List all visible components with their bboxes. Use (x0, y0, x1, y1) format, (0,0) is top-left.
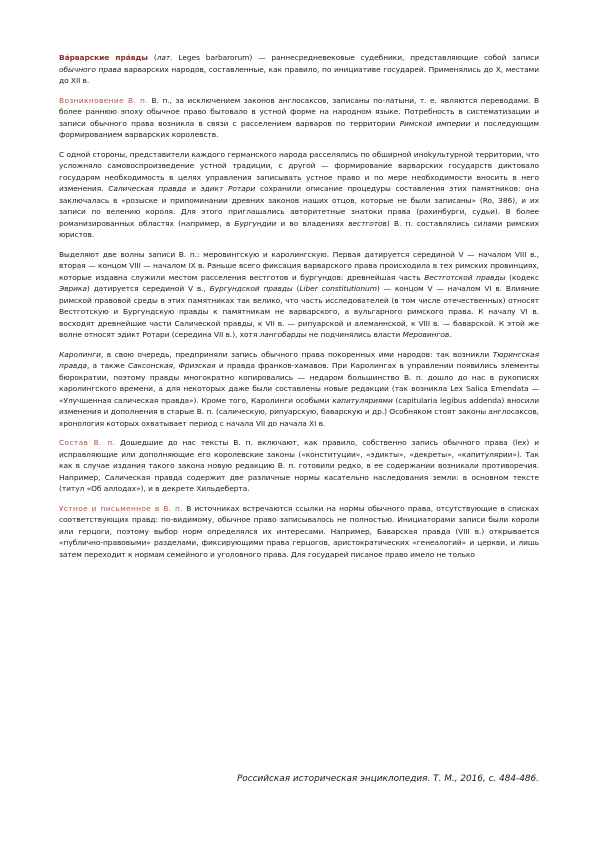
text-run: Leges barbarorum) — раннесредневековые судебники, представляющие собой записи (172, 53, 540, 62)
italic-term: эдикт Ротари (200, 184, 256, 193)
text-run: Дошедшие до нас тексты В. п. включают, как правило, собственно запись обычного права (lex) и исправляющие или дополняющие его королевские законы («конституции», «эдикты», «декреты», «капитулярии»). Так как в случае издания такого закона новую редакцию В. п. готовили редко, в ее содержании возникали противоречия. Например, Салическая правда содержит две различные нормы касательно наследования земли: в основном тексте (титул «Об аллодах»), и в декрете Хильдеберта. (59, 438, 540, 493)
text-run: Выделяют две волны записи В. п.: меровингскую и каролингскую. Первая датируется серединой V — началом VIII в., вторая — концом VIII — началом IX в. Раньше всего фиксация варварского права происходила в тех римских провинциях, которые издавна служили местом расселения вестготов и бургундов: древнейшая часть (59, 249, 539, 282)
text-run: , в свою очередь, предприняли запись обычного права покоренных ими народов: так возникли (100, 349, 493, 359)
italic-term: обычного права (59, 64, 122, 74)
text-run: ) В. п. составлялись силами римских юристов. (59, 218, 539, 239)
paragraph-origin (59, 95, 539, 141)
paragraph-intro (59, 52, 539, 87)
text-run: В источниках встречаются ссылки на нормы обычного права, отсутствующие в списках соответствующих правд: по-видимому, обычное право записывалось не полностью. Инициаторами записи были короли или герцоги, поэтому выбор норм определялся их интересами. Например, Баварская правда (VIII в.) открывается «публично-правовыми» разделами, фиксирующими права герцогов, аристократических «генеалогий» и церкви, и лишь затем переходит к нормам семейного и уголовного права. Для государей писаное право имело не только (59, 503, 539, 559)
italic-term: Бургундии (234, 218, 277, 228)
source-citation: Российская историческая энциклопедия. Т. М., 2016, с. 484-486. (236, 774, 539, 784)
text-run: , (172, 361, 179, 370)
italic-term: Меровингов (402, 330, 450, 339)
article-body (59, 52, 539, 560)
italic-term: Бургундской правды (209, 284, 293, 293)
italic-term: Тюрингская правда (59, 349, 539, 370)
italic-term: Вестготской правды (424, 272, 506, 282)
text-run: В. п., за исключением законов англосаксов, записаны по-латыни, т. е. являются переводами. В более раннюю эпоху обычное право бытовало в устной форме на народном языке. Потребность в систематизации и записи обычного права возникла в связи с расселением варваров по территории (59, 95, 540, 128)
text-run: сохранили описание процедуры составления этих памятников: она заключалась в «розыске и припоминании древних законов наших отцов, которые не были записаны» (Ro, 386), и их записи по велению короля. Для этого приглашались авторитетные знатоки права (рахинбурги, судьи). В более романизированных областях (например, в (59, 184, 539, 228)
text-run: ( (292, 284, 300, 293)
text-run: С одной стороны, представители каждого германского народа расселялись по обширной иноkультурной территории, что усложняло самовоспроизведение устной традиции, с другой — формирование варварских государств диктовало государям необходимость в целях управления записывать устное право и по мере необходимости вносить в него изменения. (59, 149, 539, 193)
text-run: не подчинялись власти (306, 330, 403, 339)
italic-term: Каролинги (59, 349, 101, 359)
text-run: и правда франков-хамавов. При Каролингах в управлении появились элементы бюрократии, поэтому правды многократно копировались — недаром большинство В. п. дошло до нас в рукописях каролингского времени, а для некоторых даже были составлены новые редакции (так возникла Lex Salica Emendata — «Улучшенная салическая правда»). Кроме того, Каролинги особыми (59, 361, 539, 405)
paragraph-carolingians (59, 349, 539, 430)
italic-term: лат. (156, 53, 173, 62)
text-run: ) — концом V — началом VI в. Влияние римской правовой среды в этих памятниках так велико, что часть исследователей (в том числе отечественных) относят Вестготскую и Бургундскую правды к памятникам не варварского, а вульгарного римского права. К началу VI в. восходят древнейшие части Салической правды, к VII в. — рипуарской и алеманнской, к VIII в. — баварской. К этой же волне относят эдикт Ротари (середина VII в.), хотя (59, 284, 540, 339)
italic-term: лангобарды (259, 330, 307, 339)
section-heading: Устное и письменное в В. п. (59, 503, 183, 513)
text-run: варварских народов, составленные, как правило, по инициативе государей. Применялись до X, местами до XII в. (59, 64, 540, 85)
paragraph-two-waves (59, 249, 539, 341)
paragraph-one-side (59, 149, 539, 241)
text-run: и последующим формированием варварских королевств. (59, 118, 539, 139)
text-run: , а также (86, 361, 129, 370)
italic-term: Саксонская (128, 361, 173, 370)
italic-term: Эврика (59, 284, 87, 293)
text-run: (кодекс (505, 272, 539, 282)
text-run: . (449, 330, 452, 339)
text-run: ) датируется серединой V в., (86, 284, 210, 293)
italic-term: Римской империи (399, 118, 471, 128)
paragraph-oral-written (59, 503, 539, 561)
section-heading: Состав В. п. (59, 438, 116, 447)
italic-term: Салическая правда (108, 184, 187, 193)
italic-term: Liber constitutionum (299, 284, 377, 293)
italic-term: Фризская (178, 361, 216, 370)
article-title: Ва́рварские пра́вды (59, 53, 148, 62)
text-run: и во владениях (276, 218, 349, 228)
text-run: и (186, 184, 201, 193)
italic-term: вестготов (348, 218, 387, 228)
section-heading: Возникновение В. п. (59, 95, 148, 105)
text-run: ( (148, 53, 157, 62)
italic-term: капитуляриями (332, 395, 393, 405)
text-run: (capitularia legibus addenda) вносили изменения и дополнения в старые В. п. (салическую, рипуарскую, баварскую и др.) Особняком стоят законы англосаксов, хронология которых охватывает период с начала VII до начала XI в. (59, 395, 539, 428)
paragraph-composition (59, 437, 539, 495)
